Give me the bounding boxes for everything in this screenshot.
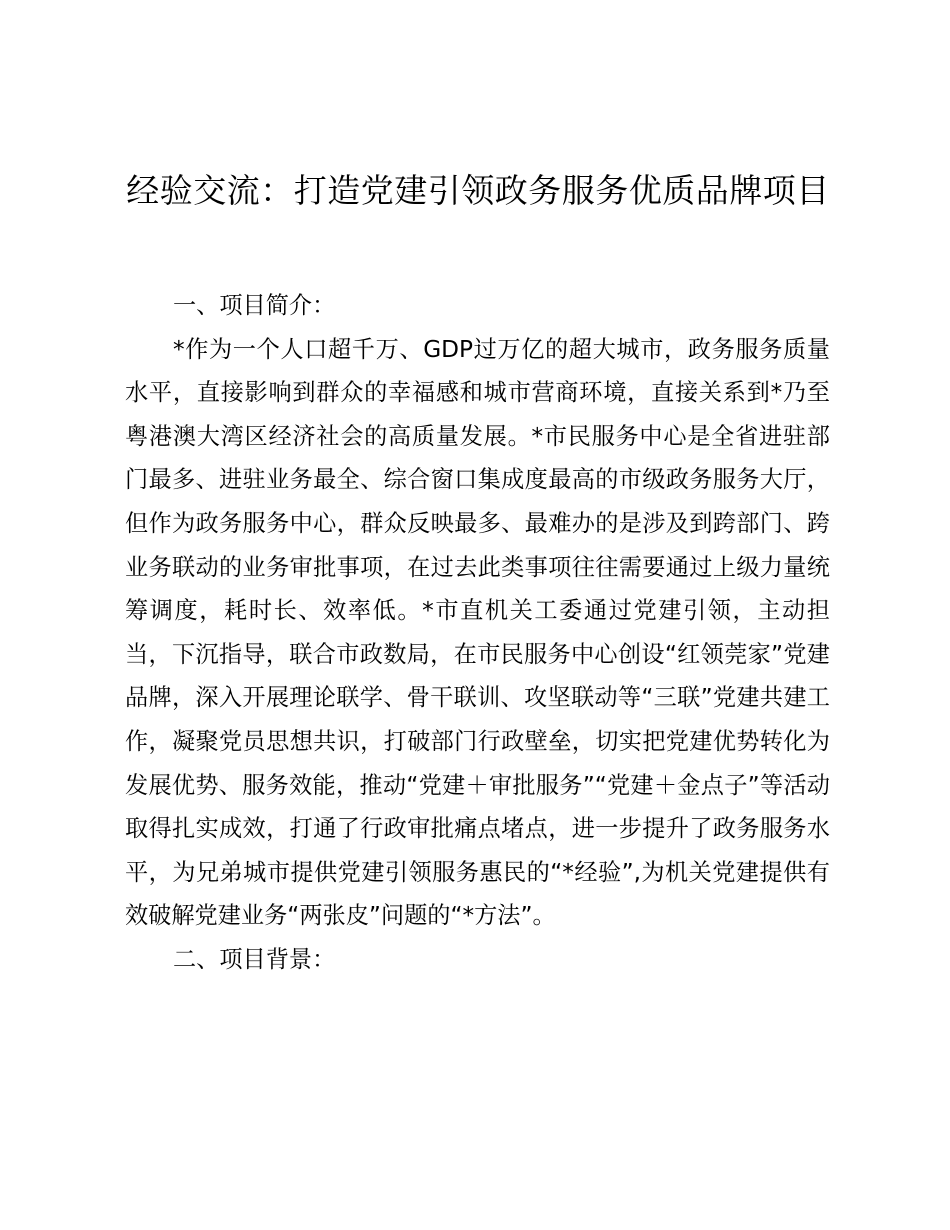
document-body [125, 284, 830, 982]
section-heading-background: 二、项目背景： [173, 945, 336, 973]
document-title: 经验交流：打造党建引领政务服务优质品牌项目 [126, 171, 830, 210]
section-heading-intro: 一、项目简介： [173, 292, 336, 319]
intro-paragraph: *作为一个人口超千万、GDP过万亿的超大城市，政务服务质量水平，直接影响到群众的幸福感和城市营商环境，直接关系到*乃至粤港澳大湾区经济社会的高质量发展。*市民服务中心是全省进驻部门最多、进驻业务最全、综合窗口集成度最高的市级政务服务大厅，但作为政务服务中心，群众反映最多、最难办的是涉及到跨部门、跨业务联动的业务审批事项，在过去此类事项往往需要通过上级力量统筹调度，耗时长、效率低。*市直机关工委通过党建引领，主动担当，下沉指导，联合市政数局，在市民服务中心创设“红领莞家”党建品牌，深入开展理论联学、骨干联训、攻坚联动等“三联”党建共建工作，凝聚党员思想共识，打破部门行政壁垒，切实把党建优势转化为发展优势、服务效能，推动“党建＋审批服务”“党建＋金点子”等活动取得扎实成效，打通了行政审批痛点堵点，进一步提升了政务服务水平，为兄弟城市提供党建引领服务惠民的“*经验”,为机关党建提供有效破解党建业务“两张皮”问题的“*方法”。 [125, 335, 830, 930]
